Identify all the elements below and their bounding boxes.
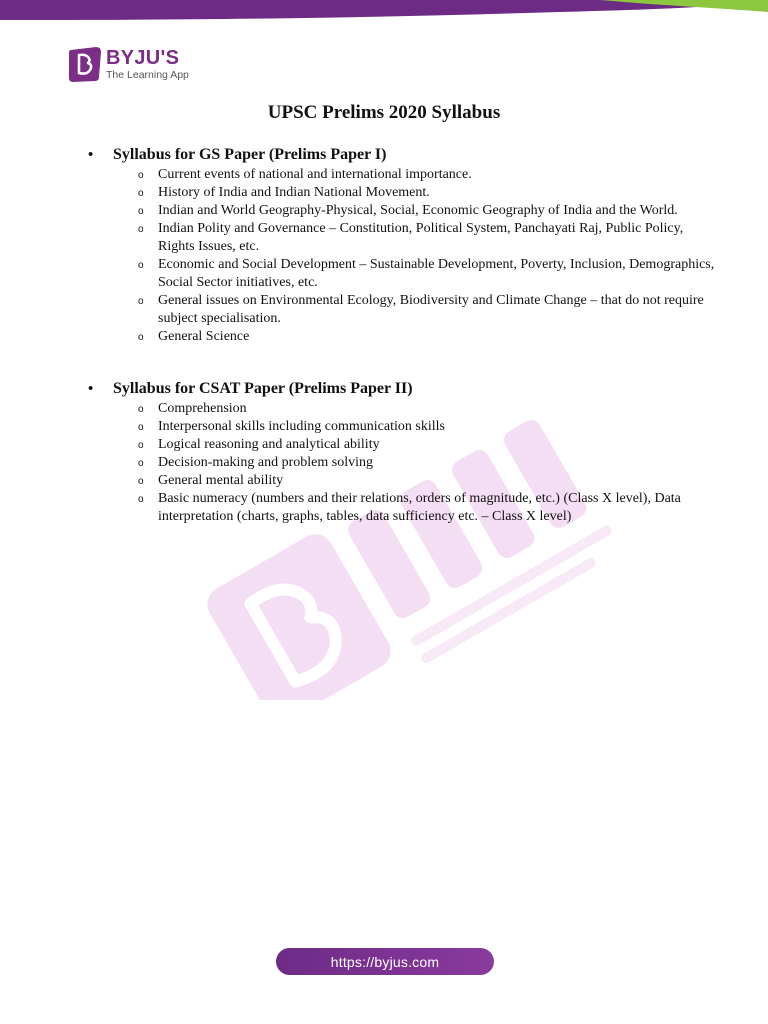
bullet-marker: •	[88, 381, 94, 397]
sub-bullet-marker: o	[138, 260, 144, 271]
section-heading	[88, 379, 718, 399]
list-item	[88, 472, 718, 490]
list-item	[88, 490, 718, 526]
sub-bullet-marker: o	[138, 476, 144, 487]
list-item	[88, 256, 718, 292]
list-item	[88, 220, 718, 256]
sub-bullet-marker: o	[138, 440, 144, 451]
section-gs-paper	[88, 145, 718, 346]
list-item	[88, 292, 718, 328]
sub-bullet-marker: o	[138, 206, 144, 217]
sub-bullet-marker: o	[138, 458, 144, 469]
list-item-text: General mental ability	[158, 473, 284, 488]
section-csat-paper	[88, 379, 718, 526]
brand-tagline: The Learning App	[106, 69, 189, 82]
list-item-text: Logical reasoning and analytical ability	[158, 437, 380, 452]
sub-bullet-marker: o	[138, 422, 144, 433]
sub-bullet-marker: o	[138, 404, 144, 415]
list-item-text: History of India and Indian National Movement.	[158, 185, 430, 200]
sub-bullet-marker: o	[138, 332, 144, 343]
list-item	[88, 454, 718, 472]
list-item-text: Indian Polity and Governance – Constitution, Political System, Panchayati Raj, Public Policy, Rights Issues, etc.	[158, 221, 684, 254]
syllabus-list	[88, 400, 718, 526]
sub-bullet-marker: o	[138, 170, 144, 181]
list-item	[88, 328, 718, 346]
list-item-text: Decision-making and problem solving	[158, 455, 374, 470]
top-decorative-band	[0, 0, 768, 22]
list-item	[88, 202, 718, 220]
list-item-text: Current events of national and international importance.	[158, 167, 472, 182]
document-title: UPSC Prelims 2020 Syllabus	[267, 102, 501, 123]
brand-logo	[68, 46, 189, 83]
list-item-text: Basic numeracy (numbers and their relations, orders of magnitude, etc.) (Class X level), Data interpretation (charts, graphs, tables, data sufficiency etc. – Class X level)	[158, 491, 681, 524]
footer-url-pill[interactable]	[276, 948, 494, 975]
section-heading	[88, 145, 718, 165]
syllabus-list	[88, 166, 718, 346]
bullet-marker: •	[88, 147, 94, 163]
section-heading-text: Syllabus for CSAT Paper (Prelims Paper II)	[113, 380, 413, 397]
list-item-text: Indian and World Geography-Physical, Social, Economic Geography of India and the World.	[158, 203, 678, 218]
sub-bullet-marker: o	[138, 224, 144, 235]
list-item-text: General Science	[158, 329, 250, 344]
sub-bullet-marker: o	[138, 296, 144, 307]
list-item	[88, 166, 718, 184]
list-item	[88, 418, 718, 436]
sub-bullet-marker: o	[138, 494, 144, 505]
list-item-text: Economic and Social Development – Sustainable Development, Poverty, Inclusion, Demographics, Social Sector initiatives, etc.	[158, 257, 715, 290]
sub-bullet-marker: o	[138, 188, 144, 199]
brand-name: BYJU'S	[106, 47, 180, 70]
list-item-text: General issues on Environmental Ecology, Biodiversity and Climate Change – that do not require subject specialisation.	[158, 293, 704, 326]
list-item-text: Interpersonal skills including communication skills	[158, 419, 445, 434]
list-item	[88, 184, 718, 202]
list-item	[88, 400, 718, 418]
list-item-text: Comprehension	[158, 401, 247, 416]
byjus-logo-icon	[68, 46, 102, 83]
footer-url-link[interactable]: https://byjus.com	[330, 953, 440, 970]
list-item	[88, 436, 718, 454]
section-heading-text: Syllabus for GS Paper (Prelims Paper I)	[113, 146, 387, 163]
